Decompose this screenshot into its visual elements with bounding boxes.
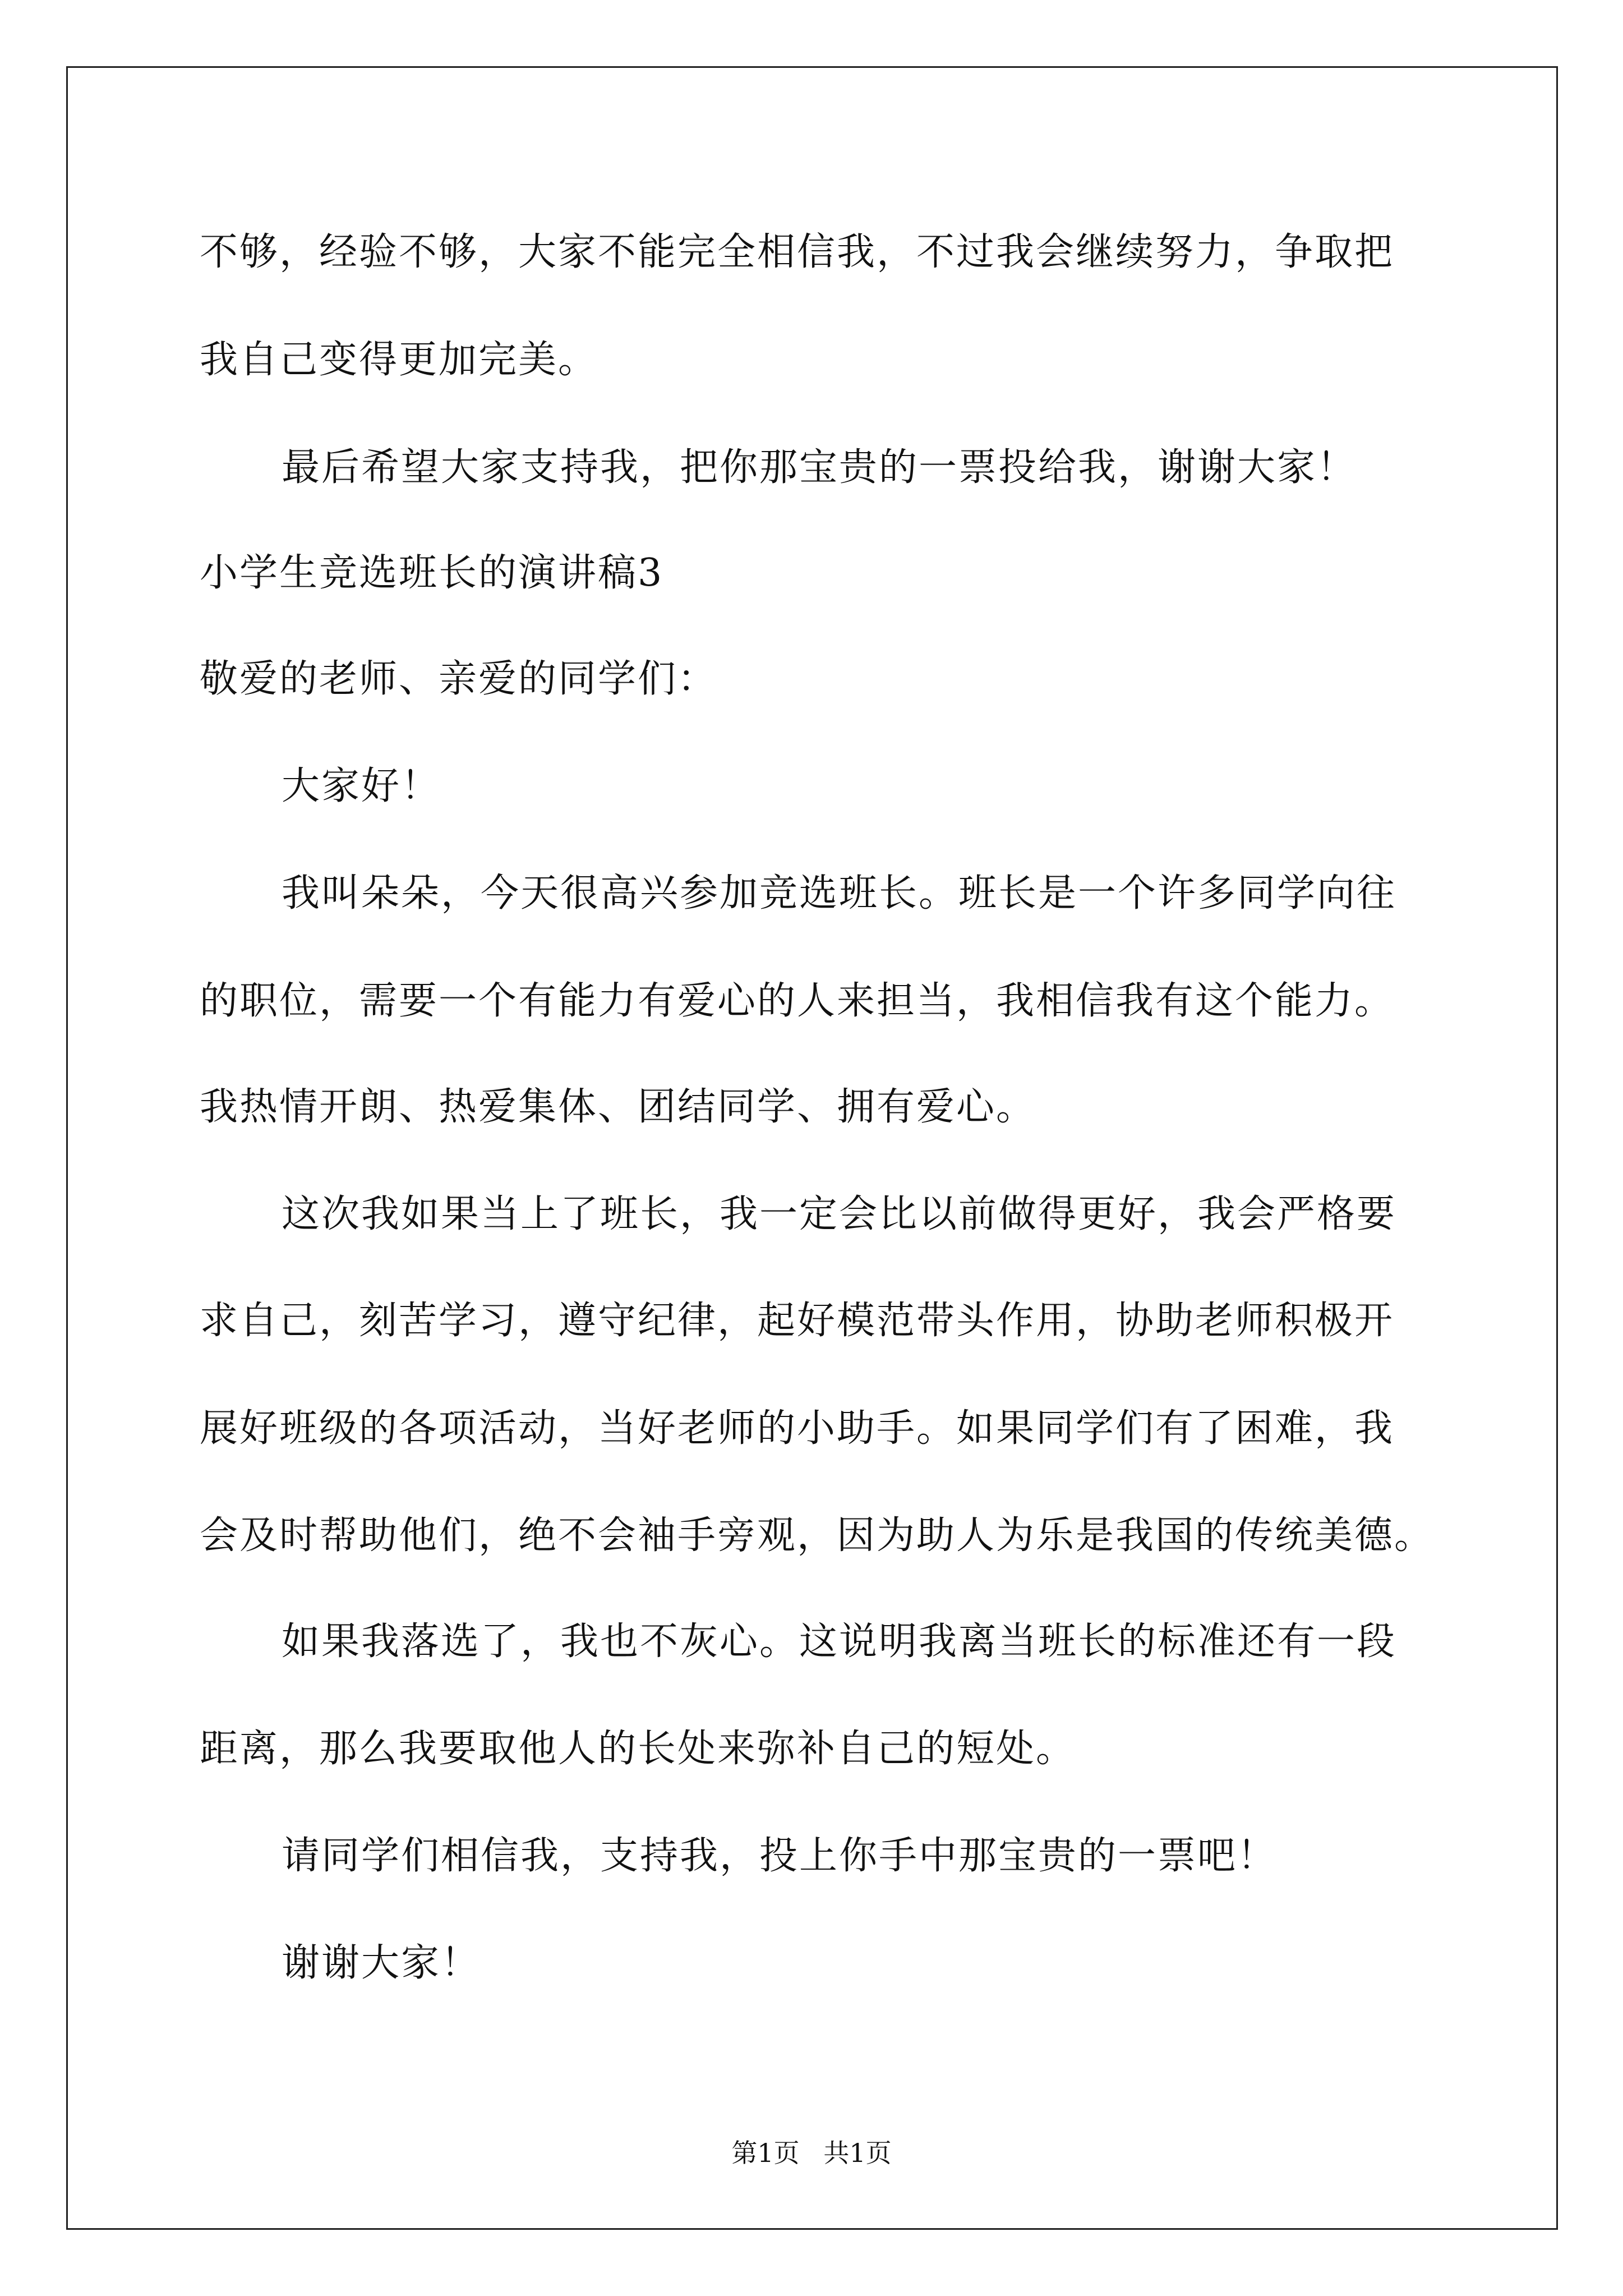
- paragraph-line: 不够，经验不够，大家不能完全相信我，不过我会继续努力，争取把: [200, 230, 1395, 274]
- page-footer: [0, 2136, 1623, 2170]
- page-total: 共1页: [823, 2138, 892, 2168]
- paragraph-line: 我自己变得更加完美。: [200, 338, 598, 382]
- salutation: 敬爱的老师、亲爱的同学们：: [200, 657, 718, 701]
- paragraph-line: 求自己，刻苦学习，遵守纪律，起好模范带头作用，协助老师积极开: [200, 1299, 1395, 1343]
- paragraph-line: 请同学们相信我，支持我，投上你手中那宝贵的一票吧！: [282, 1834, 1278, 1878]
- section-heading: 小学生竞选班长的演讲稿3: [200, 551, 664, 595]
- paragraph-line: 的职位，需要一个有能力有爱心的人来担当，我相信我有这个能力。: [200, 979, 1395, 1023]
- paragraph-line: 会及时帮助他们，绝不会袖手旁观，因为助人为乐是我国的传统美德。: [200, 1513, 1435, 1558]
- paragraph-line: 如果我落选了，我也不灰心。这说明我离当班长的标准还有一段: [282, 1619, 1397, 1664]
- paragraph-line: 我叫朵朵，今天很高兴参加竞选班长。班长是一个许多同学向往: [282, 871, 1397, 915]
- page-number: 第1页: [731, 2138, 800, 2168]
- paragraph-line: 我热情开朗、热爱集体、团结同学、拥有爱心。: [200, 1085, 1036, 1129]
- greeting: 大家好！: [282, 764, 441, 808]
- paragraph-line: 距离，那么我要取他人的长处来弥补自己的短处。: [200, 1727, 1076, 1771]
- paragraph-line: 最后希望大家支持我，把你那宝贵的一票投给我，谢谢大家！: [282, 445, 1357, 490]
- paragraph-line: 展好班级的各项活动，当好老师的小助手。如果同学们有了困难，我: [200, 1406, 1395, 1451]
- closing-line: 谢谢大家！: [282, 1941, 481, 1985]
- paragraph-line: 这次我如果当上了班长，我一定会比以前做得更好，我会严格要: [282, 1192, 1397, 1236]
- page-border: [66, 66, 1558, 2230]
